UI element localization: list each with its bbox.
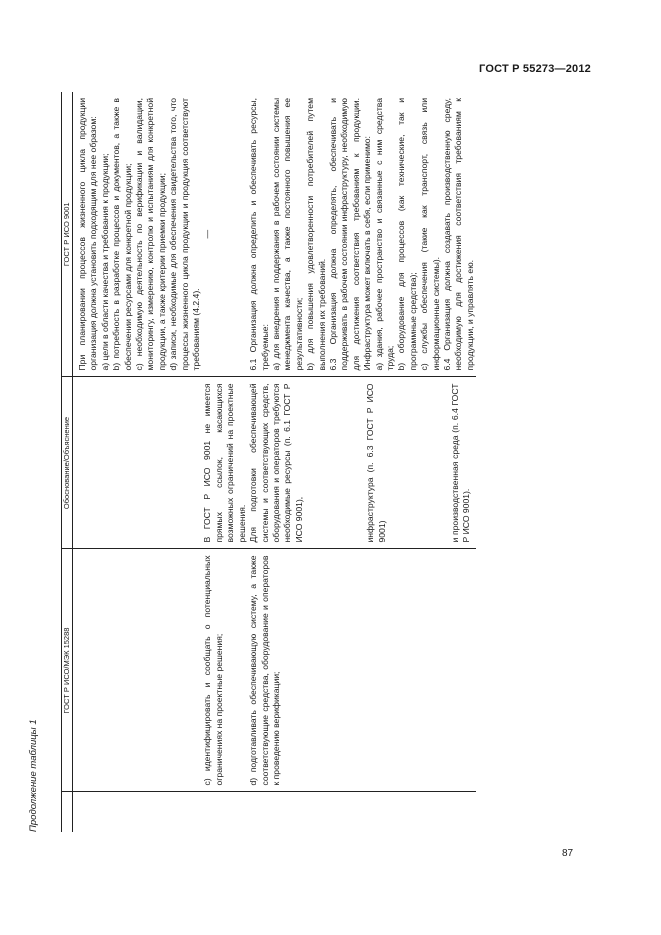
- planning-intro: При планировании процессов жизненного цикла продукции организация должна установить подходящим для нее образом:: [77, 98, 99, 371]
- cell-iso15288-c: c) идентифицировать и сообщать о потенциальных ограничениях на проектные решения;: [202, 549, 248, 792]
- header-col-iso15288: ГОСТ Р ИСО/МЭК 15288: [62, 549, 73, 792]
- cell-rationale-c: В ГОСТ Р ИСО 9001 не имеется прямых ссылок, касающихся возможных ограничений на проектные решения.: [202, 377, 248, 549]
- cell-iso15288-d: d) подготавливать обеспечивающую систему, а также соответствующие средства, оборудование и операторов к проведению верификации;: [248, 549, 476, 792]
- rationale-infrastructure: инфраструктура (п. 6.3 ГОСТ Р ИСО 9001): [365, 383, 387, 543]
- environment-text: 6.4 Организация должна создавать производственную среду, необходимую для достижения соответствия требованиям к продукции, и управлять ею.: [442, 98, 475, 371]
- planning-item-c: c) необходимую деятельность по верификации и валидации, мониторингу, измерению, контролю и испытаниям для конкретной продукции, а также критерии приемки продукции;: [134, 98, 167, 371]
- cell-iso9001-c: —: [202, 229, 213, 239]
- rationale-resources: Для подготовки обеспечивающей системы и соответствующих средств, оборудования и операторов требуются необходимые ресурсы (п. 6.1 ГОСТ Р ИСО 9001),: [248, 383, 304, 543]
- header-col-empty: [62, 792, 73, 832]
- header-col-rationale: Обоснование/Объяснение: [62, 377, 73, 549]
- resources-item-b: b) для повышения удовлетворенности потребителей путем выполнения их требований.: [305, 98, 327, 371]
- table-row: [202, 92, 248, 832]
- document-number: ГОСТ Р 55273—2012: [479, 63, 591, 75]
- page-number: 87: [562, 848, 574, 859]
- table-row: [73, 92, 203, 832]
- cell-empty: [73, 792, 203, 832]
- comparison-table: [61, 92, 476, 832]
- cell-iso9001-d: [248, 92, 476, 377]
- rotated-table-area: [28, 92, 548, 832]
- table-row: [248, 92, 476, 832]
- cell-iso9001-planning: [73, 92, 203, 377]
- cell-rationale-d: [248, 377, 476, 549]
- cell-empty: [202, 792, 248, 832]
- resources-intro: 6.1 Организация должна определить и обеспечивать ресурсы, требуемые:: [248, 98, 270, 371]
- planning-item-a: a) цели в области качества и требования к продукции;: [99, 153, 110, 371]
- infrastructure-item-b: b) оборудование для процессов (как технические, так и программные средства);: [396, 98, 418, 371]
- header-col-iso9001: ГОСТ Р ИСО 9001: [62, 92, 73, 377]
- cell-empty: [248, 792, 476, 832]
- planning-item-b: b) потребность в разработке процессов и документов, а также в обеспечении ресурсами для конкретной продукции;: [111, 98, 133, 371]
- table-header-row: [62, 92, 73, 832]
- infrastructure-item-a: a) здания, рабочее пространство и связанные с ним средства труда;: [373, 98, 395, 371]
- cell-iso15288: [73, 549, 203, 792]
- planning-item-d: d) записи, необходимые для обеспечения свидетельства того, что процессы жизненного цикла продукции и продукция соответствуют требованиям (4.2.4).: [168, 98, 202, 371]
- rationale-environment: и производственная среда (п. 6.4 ГОСТ Р ИСО 9001).: [449, 383, 472, 543]
- cell-rationale: [73, 377, 203, 549]
- resources-item-a: a) для внедрения и поддержания в рабочем состоянии системы менеджмента качества, а также постоянного повышения ее результативности;: [270, 98, 304, 371]
- infrastructure-item-c: c) службы обеспечения (такие как транспорт, связь или информационные системы).: [419, 98, 441, 371]
- table-caption: Продолжение таблицы 1: [28, 719, 39, 832]
- infrastructure-intro: 6.3 Организация должна определять, обеспечивать и поддерживать в рабочем состоянии инфраструктуру, необходимую для достижения соответствия требованиям к продукции. Инфраструктура может включать в себя, если применимо:: [327, 98, 373, 371]
